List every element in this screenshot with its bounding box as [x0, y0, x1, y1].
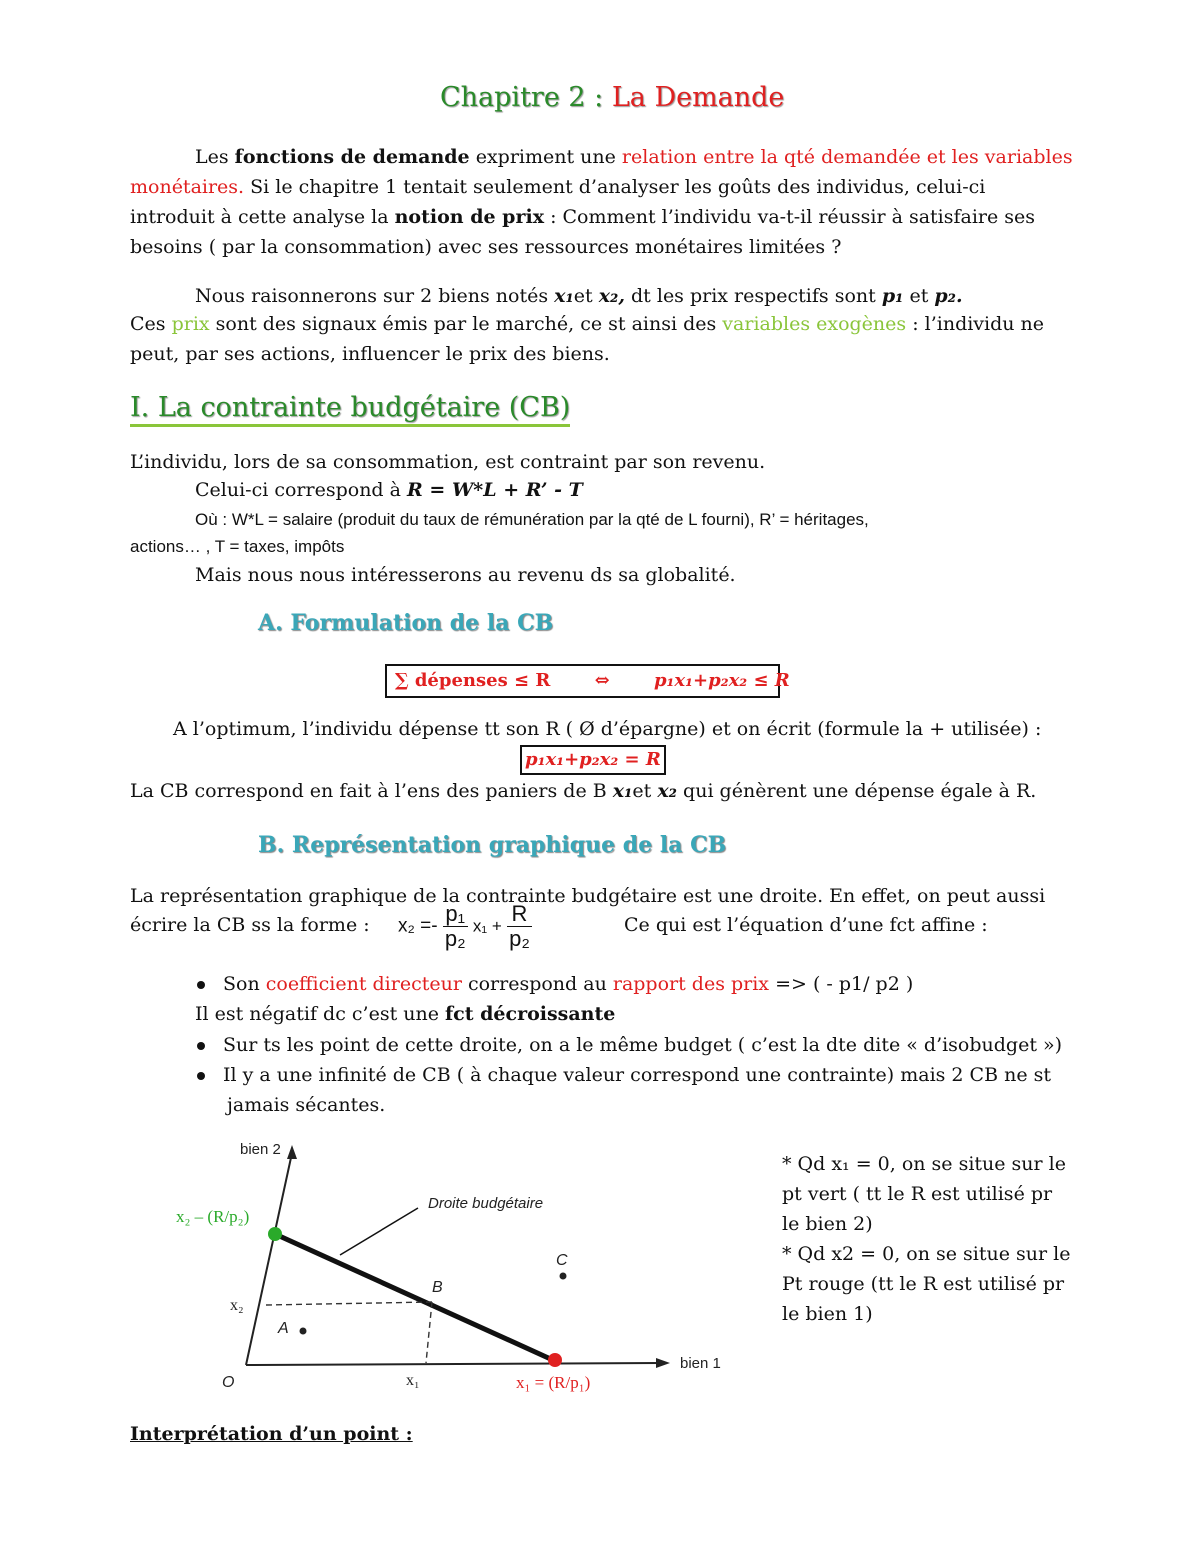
y-axis-arrow-icon: [287, 1145, 297, 1159]
red-point: [548, 1353, 562, 1367]
section-a-heading: A. Formulation de la CB: [258, 610, 554, 636]
bullet-1: Son coefficient directeur correspond au rapport des prix => ( - p1/ p2 ): [197, 969, 913, 999]
para2-line-3: peut, par ses actions, influencer le prix des biens.: [130, 343, 610, 365]
section1-line-5: Mais nous nous intéresserons au revenu ds sa globalité.: [195, 564, 736, 586]
section-b-heading: B. Représentation graphique de la CB: [258, 832, 727, 858]
budget-constraint-graph: [150, 1125, 750, 1405]
droite-label: Droite budgétaire: [428, 1195, 544, 1212]
section1-line-3: Où : W*L = salaire (produit du taux de rémunération par la qté de L fourni), R’ = héritages,: [195, 510, 869, 529]
point-a: [300, 1328, 307, 1335]
section1-line-2: Celui-ci correspond à R = W*L + R’ - T: [195, 479, 583, 501]
bullet-3-cont: jamais sécantes.: [227, 1094, 386, 1116]
bullet-icon: [197, 1042, 205, 1050]
y-intercept-label: x₂ – (R/p₂): [176, 1207, 250, 1226]
x-intercept-label: x₁ = (R/p₁): [516, 1373, 591, 1392]
section-1-heading: I. La contrainte budgétaire (CB): [130, 392, 570, 427]
green-point: [268, 1227, 282, 1241]
x-axis-arrow-icon: [656, 1358, 670, 1368]
intro-line-1: Les fonctions de demande expriment une relation entre la qté demandée et les variables: [195, 146, 1073, 168]
interpretation-heading: Interprétation d’un point :: [130, 1423, 413, 1445]
affine-equation: x₂ =- $\frac{\text{p₁}}{\text{p₂}}$ x₁ + $\frac{R}{\text{p₂}}$: [398, 901, 530, 951]
section1-line-1: L’individu, lors de sa consommation, est contraint par son revenu.: [130, 451, 766, 473]
sectionb-line-2-end: Ce qui est l’équation d’une fct affine :: [624, 914, 988, 936]
dash-vertical: [426, 1302, 432, 1363]
side-note: * Qd x₁ = 0, on se situe sur le pt vert ( tt le R est utilisé pr le bien 2) * Qd x2 = 0, on se situe sur le Pt rouge (tt le R est utilisé pr le bien 1): [782, 1153, 1071, 1325]
sectionb-line-1: La représentation graphique de la contrainte budgétaire est une droite. En effet, on peut aussi: [130, 885, 1046, 907]
sectionb-line-2: écrire la CB ss la forme :: [130, 914, 370, 936]
y-axis-label: bien 2: [240, 1141, 281, 1158]
bullet-icon: [197, 981, 205, 989]
page-title: Chapitre 2 : La Demande: [440, 82, 785, 113]
point-c-label: C: [556, 1252, 568, 1269]
para2-line-2: Ces prix sont des signaux émis par le marché, ce st ainsi des variables exogènes : l’individu ne: [130, 313, 1045, 335]
point-c: [560, 1273, 567, 1280]
fraction-p1-p2: $\frac{\text{p₁}}{\text{p₂}}$: [444, 901, 466, 951]
section1-line-4: actions… , T = taxes, impôts: [130, 537, 345, 556]
cb-line: La CB correspond en fait à l’ens des paniers de B x₁et x₂ qui génèrent une dépense égale à R.: [130, 780, 1037, 802]
x-axis: [246, 1363, 662, 1365]
droite-pointer: [340, 1208, 418, 1255]
x2-tick-label: x₂: [230, 1297, 244, 1314]
budget-line: [275, 1234, 555, 1361]
origin-label: O: [222, 1374, 235, 1391]
optimum-line: A l’optimum, l’individu dépense tt son R ( Ø d’épargne) et on écrit (formule la + utilisée) :: [173, 718, 1042, 740]
formula-box: ∑ dépenses ≤ R ⇔ p₁x₁+p₂x₂ ≤ R: [385, 664, 780, 698]
formula-box-2: p₁x₁+p₂x₂ = R: [520, 745, 666, 775]
intro-line-3: introduit à cette analyse la notion de prix : Comment l’individu va-t-il réussir à satisfaire ses: [130, 206, 1036, 228]
point-b-label: B: [432, 1279, 443, 1296]
fraction-r-p2: $\frac{R}{\text{p₂}}$: [509, 901, 530, 951]
x1-tick-label: x₁: [406, 1372, 420, 1389]
intro-line-2: monétaires. Si le chapitre 1 tentait seulement d’analyser les goûts des individus, celui-ci: [130, 176, 986, 198]
bullet-3: Il y a une infinité de CB ( à chaque valeur correspond une contrainte) mais 2 CB ne st: [197, 1060, 1051, 1090]
dash-horizontal: [266, 1302, 432, 1305]
negative-line: Il est négatif dc c’est une fct décroissante: [195, 1003, 616, 1025]
point-a-label: A: [278, 1320, 289, 1337]
intro-line-4: besoins ( par la consommation) avec ses ressources monétaires limitées ?: [130, 236, 842, 258]
bullet-icon: [197, 1072, 205, 1080]
bullet-2: Sur ts les point de cette droite, on a le même budget ( c’est la dte dite « d’isobudget »): [197, 1030, 1062, 1060]
x-axis-label: bien 1: [680, 1355, 721, 1372]
para2-line-1: Nous raisonnerons sur 2 biens notés x₁et x₂, dt les prix respectifs sont p₁ et p₂.: [195, 285, 963, 307]
